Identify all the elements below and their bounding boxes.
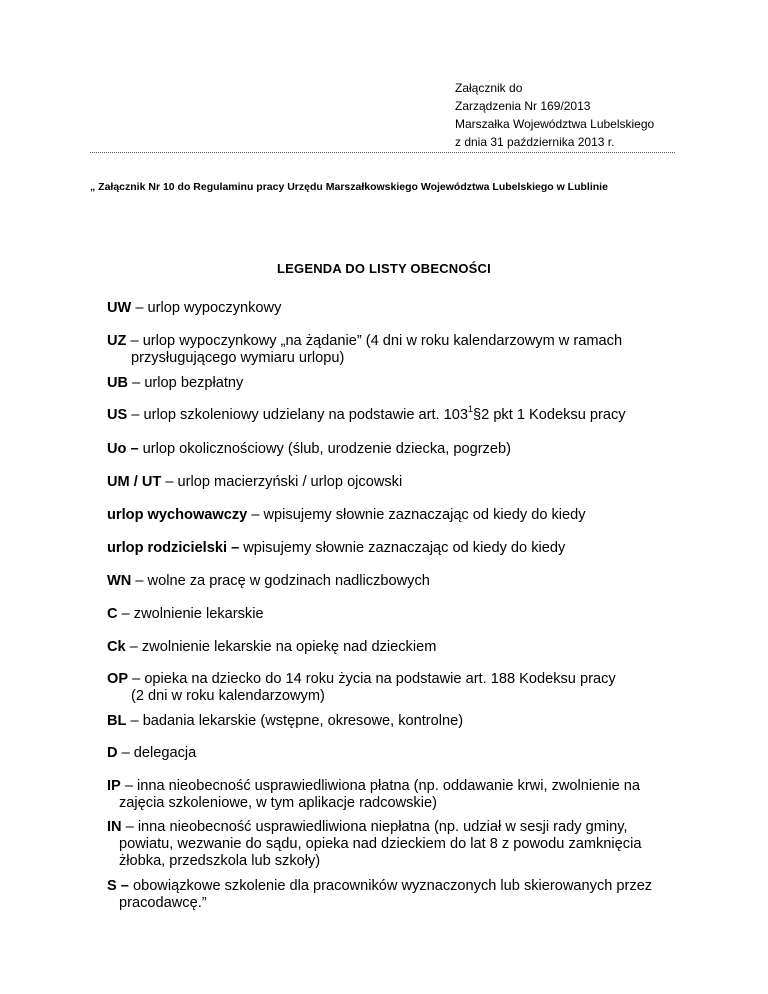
- legend-code: US: [107, 407, 128, 423]
- attachment-note-line: z dnia 31 października 2013 r.: [455, 135, 615, 149]
- legend-code: BL: [107, 713, 127, 729]
- legend-code: WN: [107, 573, 132, 589]
- legend-item-wn: [107, 573, 687, 590]
- legend-code: C: [107, 606, 118, 622]
- legend-item-um-ut: [107, 474, 687, 491]
- legend-item-ip: [107, 778, 687, 812]
- legend-text: urlop okolicznościowy (ślub, urodzenie dziecka, pogrzeb): [138, 441, 511, 457]
- legend-text: – urlop wypoczynkowy: [131, 300, 282, 316]
- legend-item-op: [107, 671, 687, 705]
- regulation-subtitle: „ Załącznik Nr 10 do Regulaminu pracy Urzędu Marszałkowskiego Województwa Lubelskiego w Lublinie: [90, 181, 608, 193]
- legend-item-uw: [107, 300, 687, 317]
- legend-text-continued: powiatu, wezwanie do sądu, opieka nad dzieckiem do lat 8 z powodu zamknięcia: [119, 836, 642, 852]
- legend-text-continued: przysługującego wymiaru urlopu): [131, 350, 345, 366]
- legend-text: – urlop wypoczynkowy „na żądanie” (4 dni w roku kalendarzowym w ramach: [126, 333, 623, 349]
- superscript: 1: [468, 404, 474, 415]
- legend-item-uz: [107, 333, 687, 367]
- legend-text: – wolne za pracę w godzinach nadliczbowych: [131, 573, 430, 589]
- legend-code: UZ: [107, 333, 127, 349]
- legend-item-uo: [107, 441, 687, 458]
- legend-item-ub: [107, 375, 687, 392]
- dotted-divider: [90, 152, 675, 153]
- legend-item-us: [107, 404, 687, 424]
- attachment-note-line: Zarządzenia Nr 169/2013: [455, 99, 591, 113]
- legend-text: – urlop macierzyński / urlop ojcowski: [161, 474, 403, 490]
- legend-text: obowiązkowe szkolenie dla pracowników wyznaczonych lub skierowanych przez: [128, 878, 653, 894]
- legend-text: – inna nieobecność usprawiedliwiona niepłatna (np. udział w sesji rady gminy,: [121, 819, 628, 835]
- legend-code: urlop wychowawczy: [107, 507, 248, 523]
- legend-text: §2 pkt 1 Kodeksu pracy: [473, 407, 626, 423]
- legend-text-continued: żłobka, przedszkola lub szkoły): [119, 853, 321, 869]
- attachment-note: [455, 79, 654, 151]
- legend-text-continued: pracodawcę.”: [119, 895, 207, 911]
- legend-code: S –: [107, 878, 129, 894]
- attachment-note-line: Marszałka Województwa Lubelskiego: [455, 117, 655, 131]
- legend-code: UB: [107, 375, 129, 391]
- legend-text: – urlop bezpłatny: [128, 375, 244, 391]
- legend-text-continued: zajęcia szkoleniowe, w tym aplikacje radcowskie): [119, 795, 437, 811]
- legend-text: wpisujemy słownie zaznaczając od kiedy do kiedy: [239, 540, 566, 556]
- legend-item-ck: [107, 639, 687, 656]
- legend-text: – delegacja: [117, 745, 197, 761]
- legend-code: Uo –: [107, 441, 139, 457]
- legend-code: Ck: [107, 639, 126, 655]
- legend-item-s: [107, 878, 687, 912]
- legend-text: – wpisujemy słownie zaznaczając od kiedy do kiedy: [247, 507, 586, 523]
- legend-text: – inna nieobecność usprawiedliwiona płatna (np. oddawanie krwi, zwolnienie na: [120, 778, 641, 794]
- legend-text: – badania lekarskie (wstępne, okresowe, kontrolne): [126, 713, 464, 729]
- legend-text: – urlop szkoleniowy udzielany na podstawie art. 103: [127, 407, 469, 423]
- legend-code: D: [107, 745, 118, 761]
- legend-item-c: [107, 606, 687, 623]
- legend-text: – opieka na dziecko do 14 roku życia na podstawie art. 188 Kodeksu pracy: [128, 671, 616, 687]
- legend-text-continued: (2 dni w roku kalendarzowym): [131, 688, 325, 704]
- legend-text: – zwolnienie lekarskie na opiekę nad dzieckiem: [125, 639, 437, 655]
- legend-code: IP: [107, 778, 121, 794]
- legend-item-d: [107, 745, 687, 762]
- legend-text: – zwolnienie lekarskie: [117, 606, 264, 622]
- legend-code: UW: [107, 300, 132, 316]
- legend-code: urlop rodzicielski –: [107, 540, 240, 556]
- attachment-note-line: Załącznik do: [455, 81, 523, 95]
- legend-item-bl: [107, 713, 687, 730]
- legend-item-in: [107, 819, 687, 870]
- legend-code: UM / UT: [107, 474, 162, 490]
- legend-item-rodzicielski: [107, 540, 687, 557]
- page-title: LEGENDA DO LISTY OBECNOŚCI: [277, 261, 491, 276]
- legend-code: OP: [107, 671, 129, 687]
- legend-item-wychowawczy: [107, 507, 687, 524]
- legend-code: IN: [107, 819, 122, 835]
